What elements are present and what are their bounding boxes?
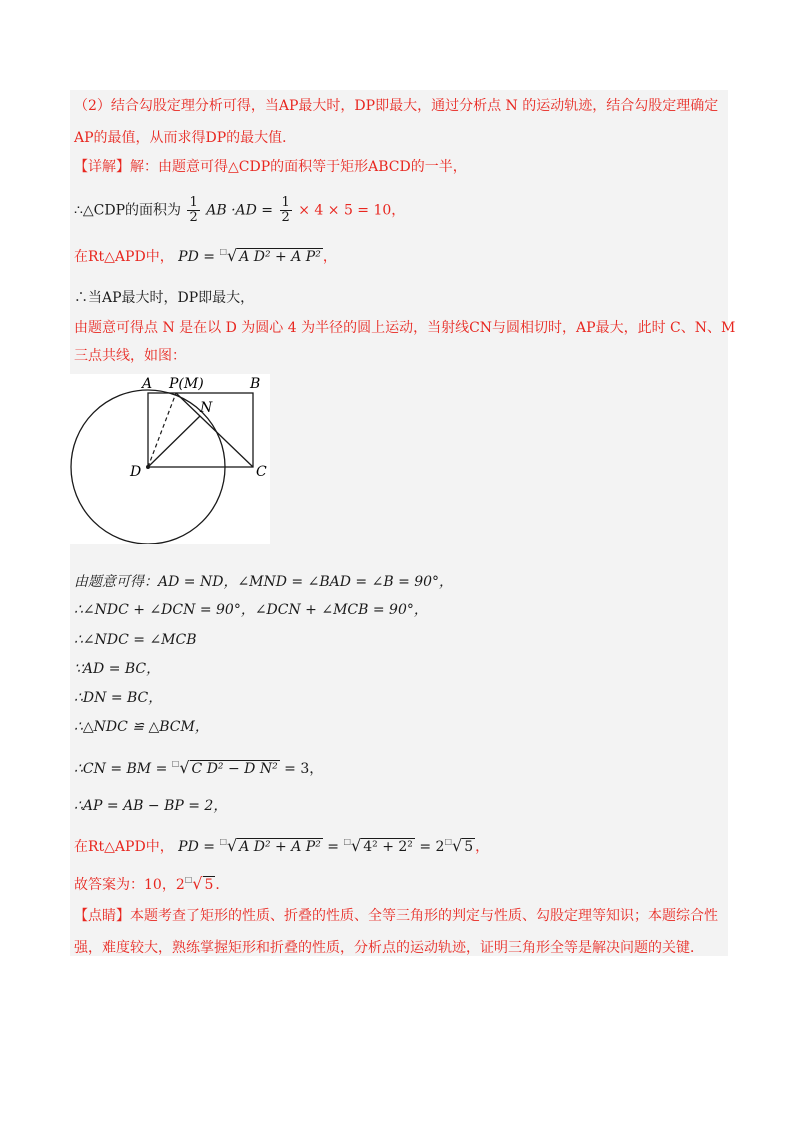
comment-text: 本题考查了矩形的性质、折叠的性质、全等三角形的判定与性质、勾股定理等知识；本题综合性	[130, 908, 718, 924]
label-a: A	[142, 376, 153, 392]
cn-prefix: ∴CN = BM =	[74, 761, 168, 777]
fraction-half-2: $\frac{1}{2}$	[281, 195, 290, 225]
angle-equal-line: ∴∠NDC = ∠MCB	[74, 632, 197, 648]
pd2-prefix: 在Rt△APD中，	[74, 839, 174, 855]
pd-prefix: 在Rt△APD中，	[74, 249, 174, 265]
pd-suffix: ，	[322, 249, 337, 265]
pd2-suffix: ，	[475, 839, 490, 855]
pd2-eq2: = 2	[419, 839, 445, 855]
congruent-line: ∴△NDC ≌ △BCM，	[74, 719, 209, 735]
dashed-dp	[148, 393, 176, 467]
line-pc	[176, 393, 253, 467]
comment-line-2: 强，难度较大，熟练掌握矩形和折叠的性质，分析点的运动轨迹，证明三角形全等是解决问题的关键．	[74, 940, 704, 956]
comment-line-1	[74, 906, 718, 926]
given-line	[74, 572, 453, 592]
pd-label: PD =	[178, 249, 215, 265]
radical-1: □√ A D² + A P²	[219, 246, 321, 265]
label-p: P(M)	[169, 376, 204, 392]
radical-6: □√ 5	[184, 874, 214, 893]
label-n: N	[200, 400, 213, 416]
area-formula-line	[74, 196, 405, 225]
detail-text: 解：由题意可得△CDP的面积等于矩形ABCD的一半，	[130, 159, 467, 175]
circle-rectangle-diagram	[70, 374, 270, 544]
radical-3: □√ A D² + A P²	[219, 836, 321, 855]
given-text: 由题意可得：AD = ND，∠MND = ∠BAD = ∠B = 90°，	[74, 574, 454, 590]
ad-bc-line: ∵AD = BC，	[74, 661, 161, 677]
answer-suffix: ．	[215, 877, 230, 893]
analysis-line-2: AP的最值，从而求得DP的最大值．	[74, 130, 297, 146]
label-d: D	[130, 464, 142, 480]
detail-line-1	[74, 157, 467, 177]
analysis-line-1: （2）结合勾股定理分析可得，当AP最大时，DP即最大，通过分析点 N 的运动轨迹，结合勾股定理确定	[74, 98, 719, 114]
center-point-d	[146, 465, 150, 469]
radical-5: □√ 5	[444, 836, 474, 855]
label-b: B	[250, 376, 261, 392]
ap-line: ∴AP = AB − BP = 2，	[74, 798, 228, 814]
radical-2: □√ C D² − D N²	[171, 758, 278, 777]
radical-4: □√ 4² + 2²	[343, 836, 413, 855]
answer-line	[74, 874, 229, 897]
geometry-figure	[70, 374, 270, 544]
pd2-label: PD =	[178, 839, 215, 855]
answer-prefix: 故答案为：10，2	[74, 877, 185, 893]
cn-bm-line	[74, 758, 323, 781]
pd-result-line	[74, 836, 489, 859]
angle-sum-line: ∴∠NDC + ∠DCN = 90°，∠DCN + ∠MCB = 90°，	[74, 602, 428, 618]
area-mid: AB ·AD =	[206, 202, 274, 219]
area-result: × 4 × 5 = 10，	[298, 202, 406, 219]
pd2-eq: =	[327, 839, 340, 855]
pd-formula-line	[74, 246, 337, 269]
trajectory-line-2: 三点共线，如图：	[74, 348, 186, 364]
area-prefix: ∴△CDP的面积为	[74, 202, 182, 219]
label-c: C	[256, 464, 267, 480]
detail-tag: 【详解】	[74, 159, 130, 175]
line-dn	[148, 416, 200, 467]
trajectory-line-1: 由题意可得点 N 是在以 D 为圆心 4 为半径的圆上运动，当射线CN与圆相切时，AP最大，此时 C、N、M	[74, 320, 736, 336]
cn-result: = 3，	[284, 761, 324, 777]
fraction-half-1: $\frac{1}{2}$	[189, 195, 198, 225]
dp-max-line: ∴当AP最大时，DP即最大，	[74, 290, 255, 306]
dn-bc-line: ∴DN = BC，	[74, 690, 163, 706]
comment-tag: 【点睛】	[74, 908, 130, 924]
